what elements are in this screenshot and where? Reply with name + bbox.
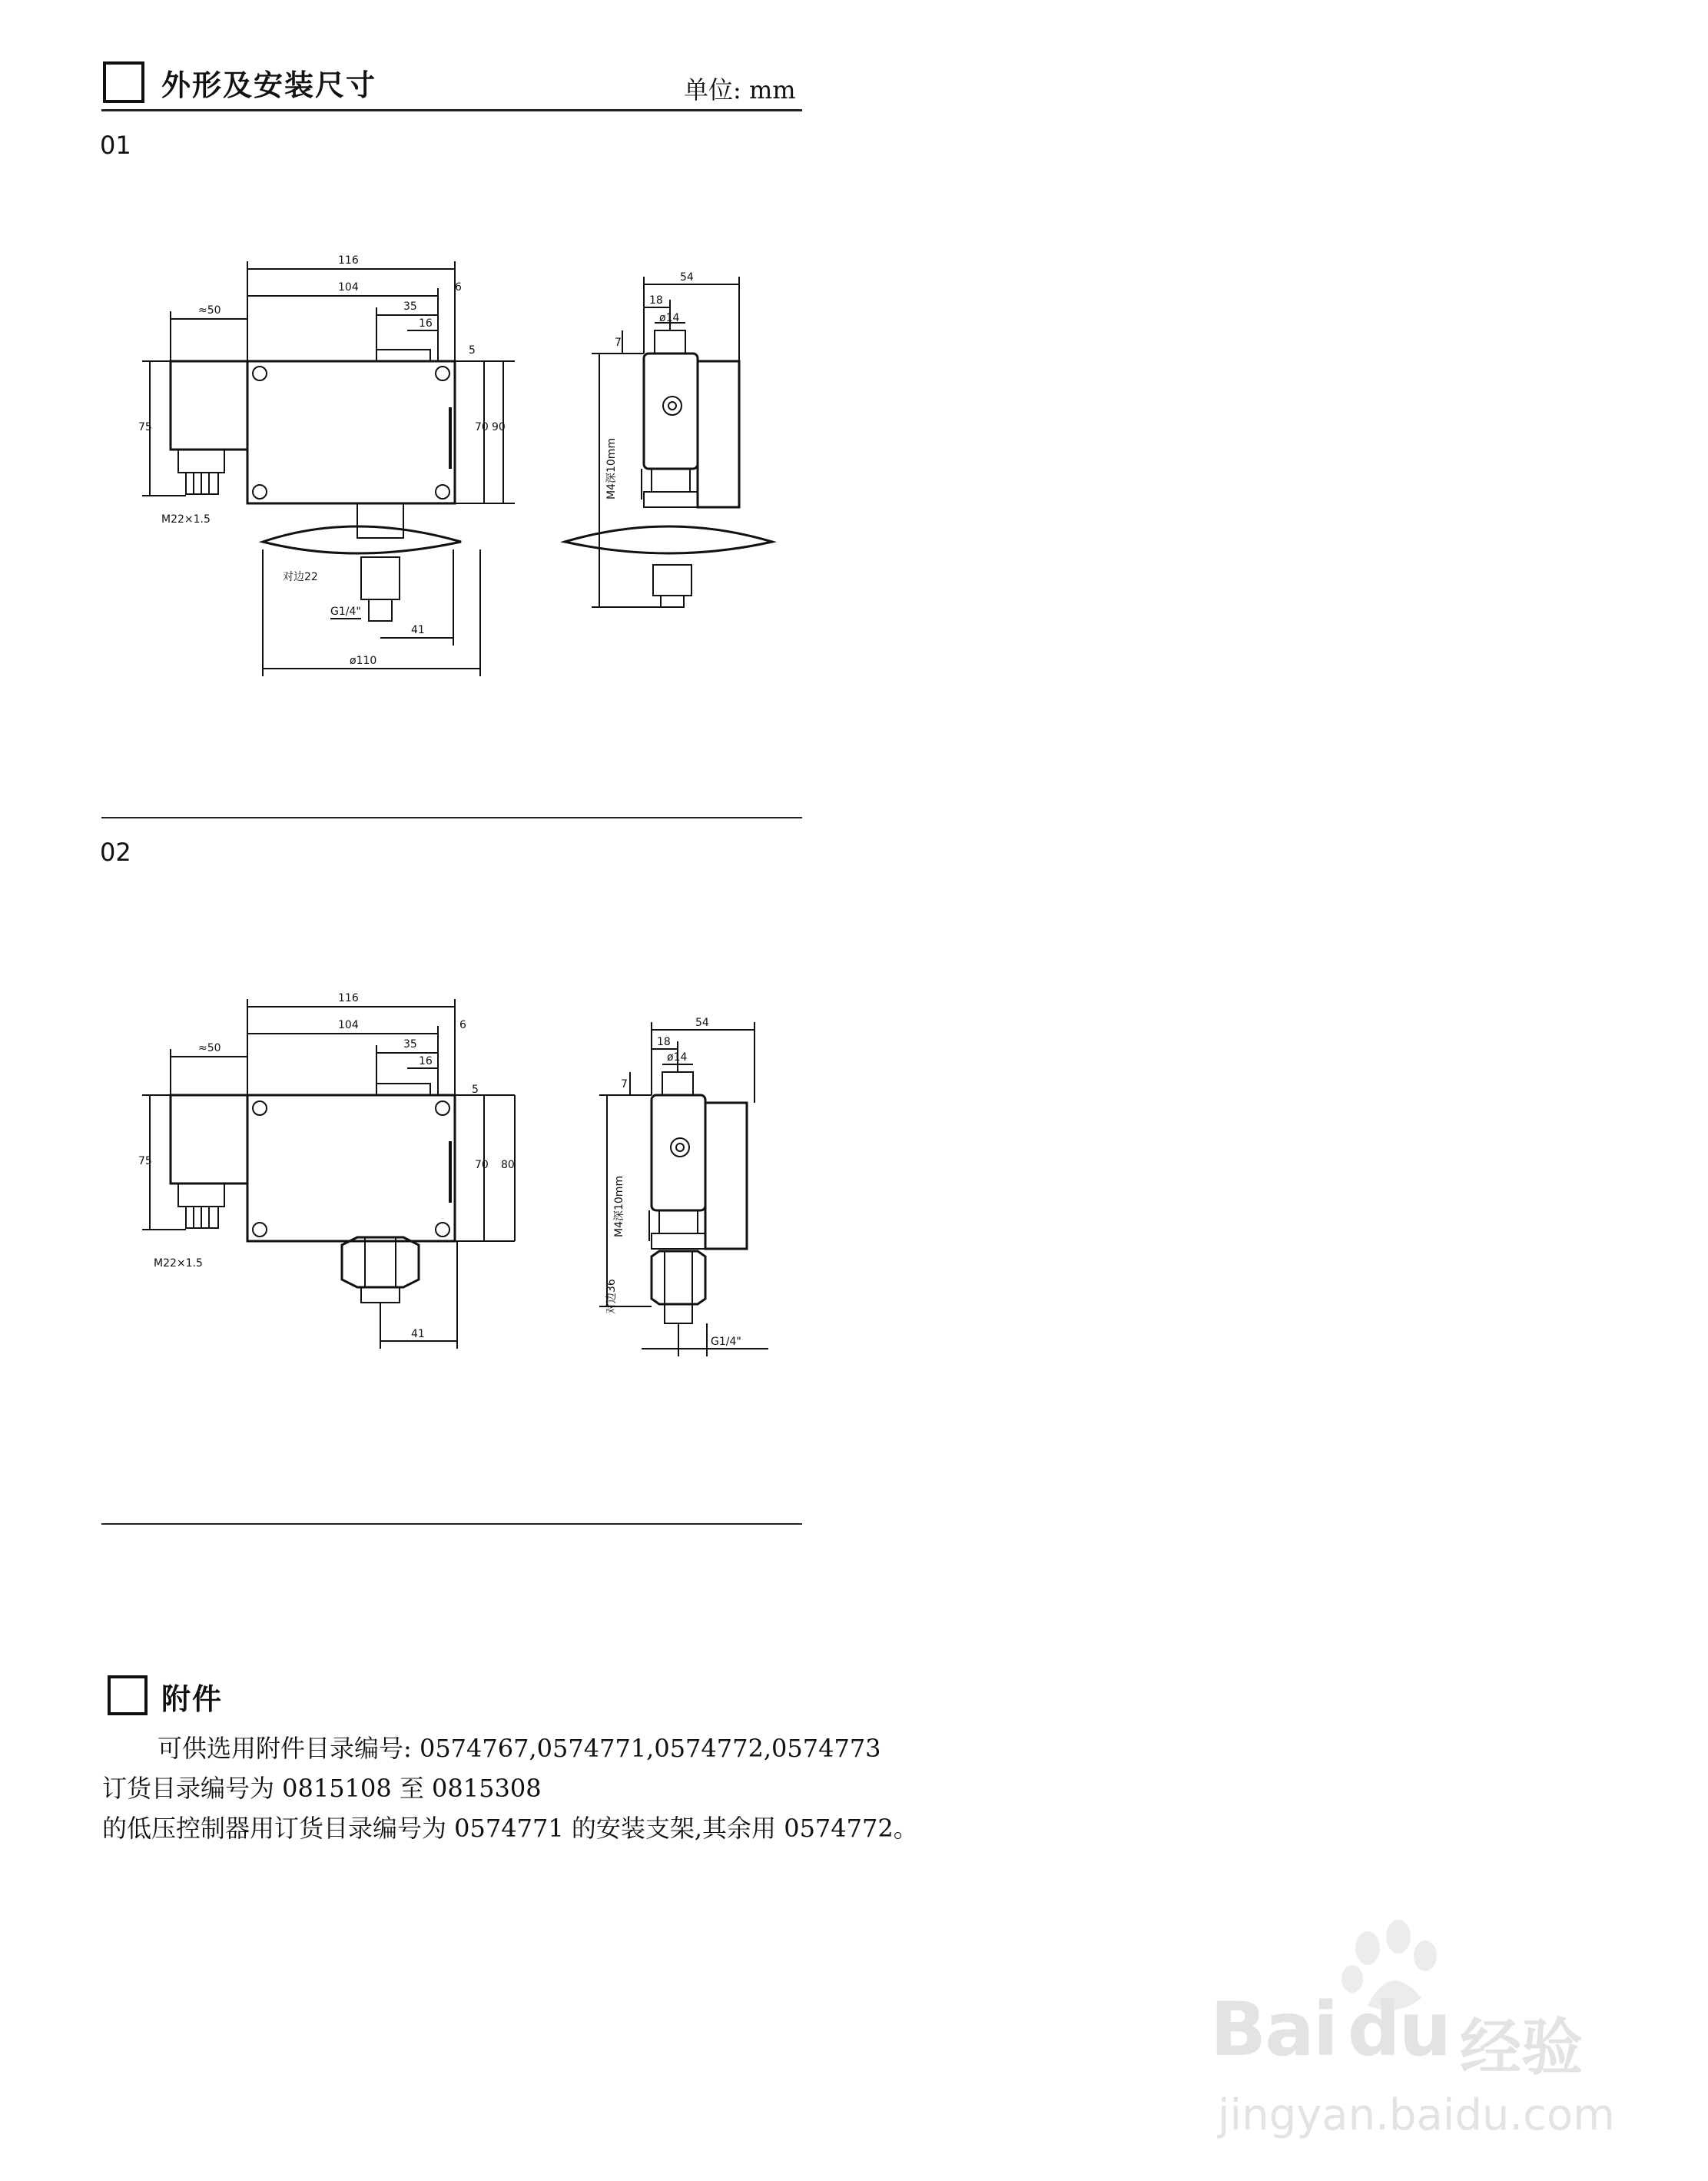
figure-divider-2 bbox=[101, 1523, 802, 1525]
dim-41: 41 bbox=[411, 624, 425, 636]
dim-41: 41 bbox=[411, 1328, 425, 1340]
dim-104: 104 bbox=[338, 1019, 359, 1031]
dim-50: ≈50 bbox=[198, 1042, 221, 1054]
dim-5: 5 bbox=[469, 344, 476, 357]
thread-label: M22×1.5 bbox=[154, 1257, 203, 1270]
dim-70: 70 bbox=[475, 1159, 489, 1171]
dim-16: 16 bbox=[419, 317, 433, 330]
port-label: G1/4" bbox=[330, 606, 361, 618]
side-dim-54: 54 bbox=[695, 1017, 709, 1029]
dim-35: 35 bbox=[403, 1038, 417, 1051]
hex-label: 对边22 bbox=[283, 571, 318, 583]
accessories-title: 附件 bbox=[161, 1682, 224, 1716]
dim-dia110: ø110 bbox=[350, 655, 377, 667]
figure-label-02: 02 bbox=[100, 838, 131, 867]
dim-70: 70 bbox=[475, 421, 489, 433]
side-dim-7: 7 bbox=[615, 337, 622, 349]
figure-label-01: 01 bbox=[100, 131, 131, 160]
side-dim-14: ø14 bbox=[659, 312, 680, 324]
side-dim-7: 7 bbox=[621, 1078, 628, 1090]
side-hex-label: 对边36 bbox=[605, 1279, 618, 1314]
accessories-line-2: 订货目录编号为 0815108 至 0815308 bbox=[102, 1774, 542, 1803]
section-title: 外形及安装尺寸 bbox=[161, 68, 377, 102]
figure-divider-1 bbox=[101, 817, 802, 818]
dim-50: ≈50 bbox=[198, 304, 221, 317]
watermark-cn: 经验 bbox=[1460, 2012, 1583, 2083]
dim-90: 90 bbox=[492, 421, 506, 433]
accessories-line-1: 可供选用附件目录编号: 0574767,0574771,0574772,0574773 bbox=[158, 1734, 881, 1763]
side-screw-label: M4深10mm bbox=[613, 1175, 625, 1237]
dim-35: 35 bbox=[403, 300, 417, 313]
side-dim-14: ø14 bbox=[667, 1051, 688, 1064]
side-dim-18: 18 bbox=[657, 1036, 671, 1048]
section-checkbox-icon bbox=[108, 1675, 148, 1715]
dim-6: 6 bbox=[455, 281, 462, 294]
figure-02-drawing bbox=[0, 922, 845, 1383]
dim-5: 5 bbox=[472, 1084, 479, 1096]
dim-75: 75 bbox=[138, 1155, 152, 1167]
dim-116: 116 bbox=[338, 254, 359, 267]
dim-116: 116 bbox=[338, 992, 359, 1004]
watermark-brand-text: Bai bbox=[1210, 1987, 1337, 2073]
figure-01-drawing bbox=[0, 0, 845, 768]
thread-label: M22×1.5 bbox=[161, 513, 211, 526]
watermark-url: jingyan.baidu.com bbox=[1218, 2090, 1615, 2140]
dim-16: 16 bbox=[419, 1055, 433, 1067]
watermark-brand-text2: du bbox=[1347, 1987, 1450, 2073]
dim-6: 6 bbox=[459, 1019, 466, 1031]
dim-75: 75 bbox=[138, 421, 152, 433]
unit-label: 单位: mm bbox=[684, 75, 796, 105]
dim-104: 104 bbox=[338, 281, 359, 294]
dim-80: 80 bbox=[501, 1159, 515, 1171]
side-dim-18: 18 bbox=[649, 294, 663, 307]
watermark-brand bbox=[1210, 1987, 1450, 2073]
side-dim-54: 54 bbox=[680, 271, 694, 284]
side-port-label: G1/4" bbox=[711, 1336, 741, 1348]
accessories-line-3: 的低压控制器用订货目录编号为 0574771 的安装支架,其余用 0574772。 bbox=[102, 1814, 918, 1843]
side-screw-label: M4深10mm bbox=[605, 437, 618, 500]
